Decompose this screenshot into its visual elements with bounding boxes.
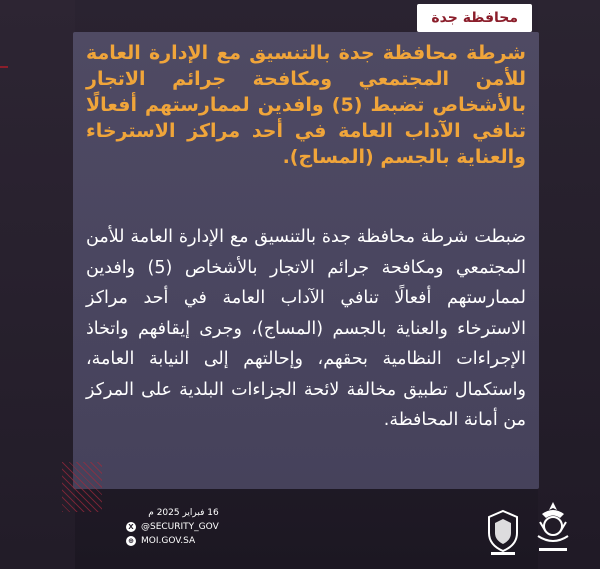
corner-accent: [0, 66, 8, 68]
news-body: ضبطت شرطة محافظة جدة بالتنسيق مع الإدارة العامة للأمن المجتمعي ومكافحة جرائم الاتجار بالأشخاص (5) وافدين لممارستهم أفعالًا تنافي الآداب العامة في أحد مراكز الاسترخاء والعناية بالجسم (المساج)، وجرى إيقافهم واتخاذ الإجراءات النظامية بحقهم، وإحالتهم إلى النيابة العامة، واستكمال تطبيق مخالفة لائحة الجزاءات البلدية على المركز من أمانة المحافظة.: [86, 227, 526, 430]
decorative-hatch-pattern: [62, 462, 102, 512]
globe-icon: ⊕: [126, 536, 136, 546]
website-row[interactable]: [126, 534, 219, 548]
public-security-emblem-icon: [483, 507, 523, 557]
website-link[interactable]: MOI.GOV.SA: [141, 536, 196, 546]
location-tag: محافظة جدة: [417, 4, 532, 32]
post-date: 16 فبراير 2025 م: [148, 508, 219, 518]
x-handle-row[interactable]: [126, 520, 219, 534]
news-headline: شرطة محافظة جدة بالتنسيق مع الإدارة العامة للأمن المجتمعي ومكافحة جرائم الاتجار بالأشخاص تضبط (5) وافدين لممارستهم أفعالًا تنافي الآداب العامة في أحد مراكز الاسترخاء والعناية بالجسم (المساج).: [86, 42, 526, 168]
right-background-panel: [538, 0, 600, 569]
footer-info: [126, 506, 219, 548]
x-logo-icon: X: [126, 522, 136, 532]
ministry-interior-emblem-icon: [530, 498, 576, 556]
x-handle[interactable]: @SECURITY_GOV: [141, 522, 219, 532]
